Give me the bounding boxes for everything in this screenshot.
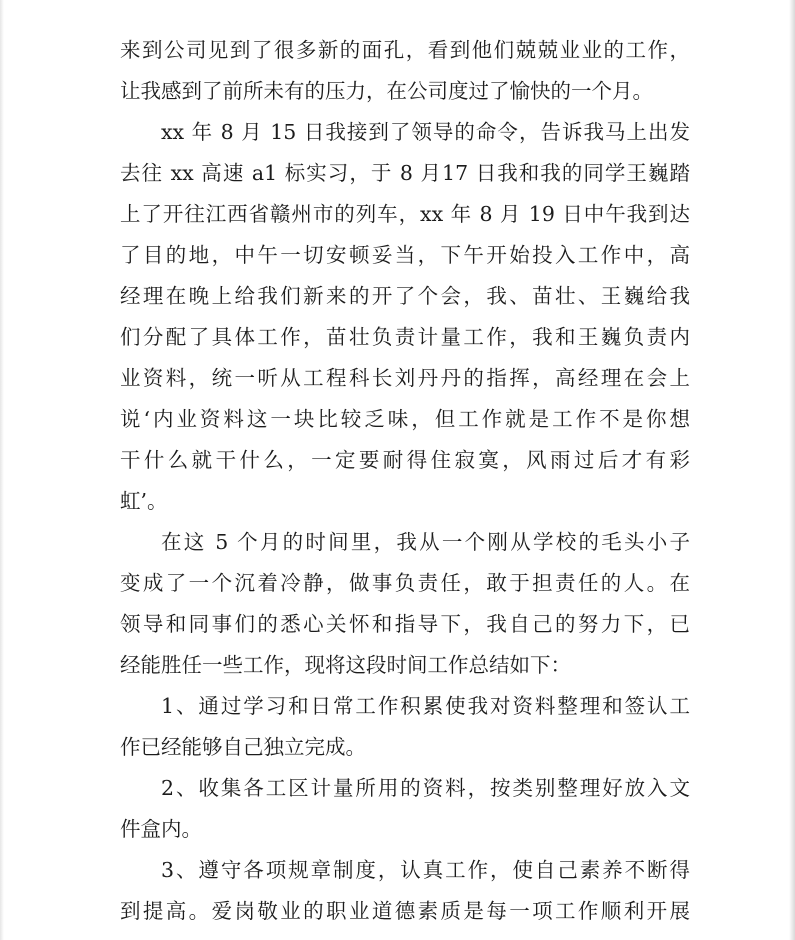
text-line: 3、遵守各项规章制度，认真工作，使自己素养不断得 <box>161 858 690 882</box>
text-line: 到提高。爱岗敬业的职业道德素质是每一项工作顺利开展 <box>120 899 690 923</box>
text-line: 们分配了具体工作，苗壮负责计量工作，我和王巍负责内 <box>120 325 690 349</box>
text-line: 去往 xx 高速 a1 标实习，于 8 月17 日我和我的同学王巍踏 <box>120 161 690 185</box>
text-line: 作已经能够自己独立完成。 <box>120 735 366 759</box>
text-line: 领导和同事们的悉心关怀和指导下，我自己的努力下，已 <box>120 612 690 636</box>
text-line: 虹’。 <box>120 489 168 513</box>
text-line: 2、收集各工区计量所用的资料，按类别整理好放入文 <box>161 776 690 800</box>
text-line: 1、通过学习和日常工作积累使我对资料整理和签认工 <box>161 694 690 718</box>
text-line: 上了开往江西省赣州市的列车，xx 年 8 月 19 日中午我到达 <box>120 202 690 226</box>
document-body <box>120 30 690 932</box>
text-line: 干什么就干什么，一定要耐得住寂寞，风雨过后才有彩 <box>120 448 690 472</box>
text-line: xx 年 8 月 15 日我接到了领导的命令，告诉我马上出发 <box>161 120 690 144</box>
text-line: 说‘内业资料这一块比较乏味，但工作就是工作不是你想 <box>120 407 690 431</box>
page-right-edge <box>789 0 795 940</box>
text-line: 让我感到了前所未有的压力，在公司度过了愉快的一个月。 <box>120 79 653 103</box>
text-line: 经理在晚上给我们新来的开了个会，我、苗壮、王巍给我 <box>120 284 690 308</box>
text-line: 件盒内。 <box>120 817 202 841</box>
text-line: 业资料，统一听从工程科长刘丹丹的指挥，高经理在会上 <box>120 366 690 390</box>
text-line: 在这 5 个月的时间里，我从一个刚从学校的毛头小子 <box>161 530 690 554</box>
text-line: 变成了一个沉着冷静，做事负责任，敢于担责任的人。在 <box>120 571 690 595</box>
text-line: 来到公司见到了很多新的面孔，看到他们兢兢业业的工作， <box>120 38 690 62</box>
page-left-edge <box>0 0 4 940</box>
text-line: 经能胜任一些工作，现将这段时间工作总结如下： <box>120 653 571 677</box>
text-line: 了目的地，中午一切安顿妥当，下午开始投入工作中，高 <box>120 243 690 267</box>
